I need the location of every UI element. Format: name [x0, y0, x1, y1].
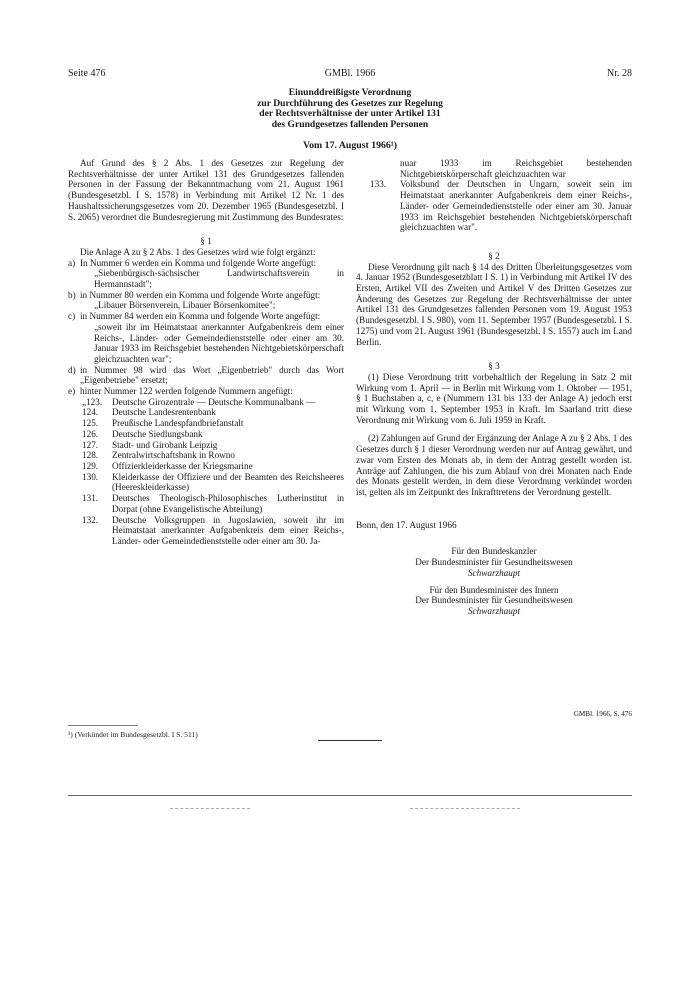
list-item — [82, 440, 344, 451]
end-rule — [318, 740, 382, 741]
right-column — [356, 158, 632, 617]
list-text: Preußische Landespfandbriefanstalt — [112, 418, 244, 429]
list-item — [82, 493, 344, 514]
item-label: a) — [68, 257, 76, 268]
item-quote: „soweit ihr im Heimatstaat anerkannter Aufgabenkreis dem einer Reichs-, Länder- oder Gemeindedienststelle oder einer am 30. Januar 1933 im Reichsgebiet bestehenden Nichtgebietskörperschaft gleichzuachten war"; — [94, 321, 344, 364]
item-text: In Nummer 6 werden ein Komma und folgende Worte angefügt: — [80, 257, 317, 268]
amendment-item — [68, 258, 344, 290]
list-number: 125. — [82, 418, 99, 429]
signature-line: Der Bundesminister für Gesundheitswesen — [415, 595, 573, 606]
item-quote: „Libauer Börsenverein, Libauer Börsenkomitee"; — [94, 300, 276, 311]
list-item — [82, 450, 344, 461]
signatory-name: Schwarzhaupt — [467, 605, 521, 616]
bottom-rule — [68, 795, 632, 796]
item-label: d) — [68, 364, 76, 375]
list-number: 133. — [370, 179, 387, 190]
list-item — [82, 397, 344, 408]
left-column — [68, 158, 344, 547]
place-date: Bonn, den 17. August 1966 — [356, 519, 457, 530]
list-item — [82, 472, 344, 493]
item-text: in Nummer 80 werden ein Komma und folgende Worte angefügt: — [80, 289, 321, 300]
title-line: Einunddreißigste Verordnung — [288, 87, 412, 98]
section-1-heading: § 1 — [200, 236, 212, 247]
bottom-dashed-rule — [410, 808, 520, 809]
section-1-intro: Die Anlage A zu § 2 Abs. 1 des Gesetzes wird wie folgt ergänzt: — [80, 246, 316, 257]
bottom-dashed-rule — [170, 808, 250, 809]
item-text: hinter Nummer 122 werden folgende Nummern angefügt: — [80, 386, 293, 397]
signature-line: Für den Bundesminister des Innern — [429, 584, 559, 595]
list-number: 124. — [82, 407, 99, 418]
list-text: Deutsche Volksgruppen in Jugoslawien, soweit ihr im Heimatstaat anerkannter Aufgabenkreis dem einer Reichs-, Länder- oder Gemeindedienststelle oder einer am 30. Ja- — [112, 514, 344, 546]
list-number: 131. — [82, 493, 99, 504]
signature-line: Für den Bundeskanzler — [451, 546, 537, 557]
list-text: Deutsche Siedlungsbank — [112, 428, 203, 439]
list-item — [82, 407, 344, 418]
item-label: e) — [68, 386, 76, 397]
list-number: 126. — [82, 428, 99, 439]
issue-number: Nr. 28 — [607, 68, 632, 79]
item-label: c) — [68, 311, 76, 322]
preamble: Auf Grund des § 2 Abs. 1 des Gesetzes zur Regelung der Rechtsverhältnisse der unter Artikel 131 des Grundgesetzes fallenden Personen in der Fassung der Bekanntmachung vom 21. August 1961 (Bundesgesetzbl. I S. 1578) in Verbindung mit Artikel 12 Nr. 1 des Haushaltssicherungsgesetzes vom 20. Dezember 1965 (Bundesgesetzbl. I S. 2065) verordnet die Bundesregierung mit Zustimmung des Bundesrates: — [68, 158, 344, 222]
list-number: „123. — [82, 396, 103, 407]
title-line: zur Durchführung des Gesetzes zur Regelung — [257, 97, 443, 109]
list-text: Offizierkleiderkasse der Kriegsmarine — [112, 460, 253, 471]
item-quote: „Siebenbürgisch-sächsischer Landwirtschaftsverein in Hermannstadt"; — [94, 268, 344, 290]
amendment-item — [68, 386, 344, 397]
list-text: Volksbund der Deutschen in Ungarn, soweit sein im Heimatstaat anerkannter Aufgabenkreis dem einer Reichs-, Länder- oder Gemeindedienststelle oder einer am 30. Januar 1933 im Reichsgebiet bestehenden Nichtgebietskörperschaft gleichzuachten war". — [400, 179, 632, 233]
section-3-paragraph-1: (1) Diese Verordnung tritt vorbehaltlich der Regelung in Satz 2 mit Wirkung vom 1. April — in Berlin mit Wirkung vom 1. Oktober — 1951, § 1 Buchstaben a, c, e (Nummern 131 bis 133 der Anlage A) jedoch erst mit Wirkung vom 1. September 1953 in Kraft. Im Saarland tritt diese Verordnung mit Wirkung vom 6. Juli 1959 in Kraft. — [356, 371, 632, 425]
section-3-paragraph-2: (2) Zahlungen auf Grund der Ergänzung der Anlage A zu § 2 Abs. 1 des Gesetzes durch § 1 dieser Verordnung werden nur auf Antrag gewährt, und zwar vom Ersten des Monats ab, in dem der Antrag gestellt worden ist. Anträge auf Zahlungen, die bis zum Ablauf von drei Monaten nach Ende des Monats gestellt werden, in dem diese Verordnung verkündet worden ist, gelten als im Zeitpunkt des Inkrafttretens der Verordnung gestellt. — [356, 433, 632, 497]
list-text: Deutsches Theologisch-Philosophisches Lutherinstitut in Dorpat (ohne Evangelistische Abteilung) — [112, 493, 344, 514]
signature-block-2 — [356, 585, 632, 617]
list-item — [82, 429, 344, 440]
section-3-heading: § 3 — [488, 361, 500, 372]
list-item — [82, 515, 344, 547]
list-item — [356, 179, 632, 233]
page-number: Seite 476 — [68, 68, 106, 79]
list-item — [82, 461, 344, 472]
journal-title: GMBl. 1966 — [324, 68, 376, 79]
footnote-rule — [68, 725, 138, 726]
document-title — [0, 88, 700, 130]
item-text: in Nummer 98 wird das Wort „Eigenbetrieb" durch das Wort „Eigenbetriebe" ersetzt; — [80, 364, 344, 386]
list-continuation: nuar 1933 im Reichsgebiet bestehenden Nichtgebietskörperschaft gleichzuachten war — [400, 158, 632, 179]
list-text: Stadt- und Girobank Leipzig — [112, 439, 218, 450]
title-line: des Grundgesetzes fallenden Personen — [271, 118, 429, 130]
item-label: b) — [68, 289, 76, 300]
list-text: Deutsche Girozentrale — Deutsche Kommunalbank — — [112, 396, 316, 407]
publication-reference: GMBl. 1966, S. 476 — [573, 710, 632, 718]
list-number: 127. — [82, 439, 99, 450]
list-number: 129. — [82, 460, 99, 471]
list-number: 130. — [82, 471, 99, 482]
signature-block-1 — [356, 546, 632, 578]
added-numbers-list — [68, 397, 344, 547]
list-number: 132. — [82, 514, 99, 525]
title-line: der Rechtsverhältnisse der unter Artikel 131 — [259, 108, 441, 120]
item-text: in Nummer 84 werden ein Komma und folgende Worte angefügt: — [80, 311, 321, 322]
signature-line: Der Bundesminister für Gesundheitswesen — [415, 557, 573, 568]
list-text: Zentralwirtschaftsbank in Rowno — [112, 450, 235, 461]
list-number: 128. — [82, 450, 99, 461]
list-text: Deutsche Landesrentenbank — [112, 407, 216, 418]
list-item — [82, 418, 344, 429]
footnote: ¹) (Verkündet im Bundesgesetzbl. I S. 511) — [68, 730, 198, 739]
amendment-item — [68, 365, 344, 386]
amendment-item — [68, 290, 344, 311]
section-2-text: Diese Verordnung gilt nach § 14 des Dritten Überleitungsgesetzes vom 4. Januar 1952 (Bundesgesetzblatt I S. 1) in Verbindung mit Artikel IV des Ersten, Artikel VII des Zweiten und Artikel V des Dritten Gesetzes zur Änderung des Gesetzes zur Regelung der Rechtsverhältnisse der unter Artikel 131 des Grundgesetzes fallenden Personen vom 19. August 1953 (Bundesgesetzbl. I S. 980), vom 11. September 1957 (Bundesgesetzbl. I S. 1275) und vom 21. August 1961 (Bundesgesetzbl. I S. 1557) auch im Land Berlin. — [356, 261, 632, 347]
list-text: Kleiderkasse der Offiziere und der Beamten des Reichsheeres (Heereskleiderkasse) — [112, 471, 344, 493]
amendment-item — [68, 311, 344, 365]
section-2-heading: § 2 — [488, 250, 500, 261]
document-date: Vom 17. August 1966¹) — [302, 140, 398, 151]
signatory-name: Schwarzhaupt — [467, 567, 521, 578]
